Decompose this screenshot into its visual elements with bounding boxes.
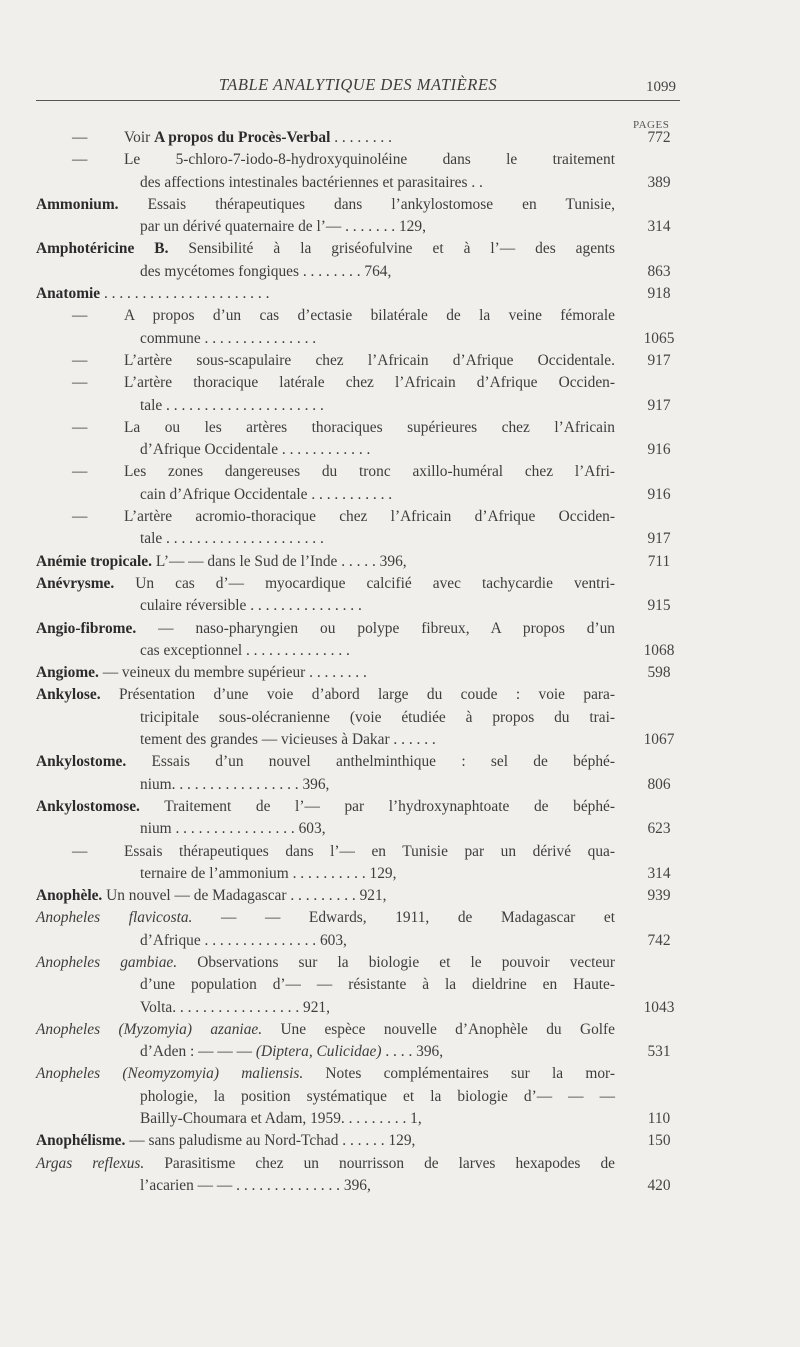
index-line (36, 283, 800, 305)
entry-segment: Présentation d’une voie d’abord large du coude : voie para- (100, 686, 615, 704)
entry-page-ref: 918 (647, 285, 671, 303)
index-line (36, 1108, 800, 1130)
index-line (36, 930, 800, 952)
index-line (36, 1041, 800, 1063)
entry-term: (Diptera, Culicidae) (255, 1043, 382, 1061)
entry-text (140, 1175, 371, 1197)
entry-term: Ankylose. (36, 686, 101, 704)
entry-dash: — (72, 374, 88, 392)
entry-text (36, 907, 615, 929)
entry-segment: A propos d’un cas d’ectasie bilatérale de la veine fémorale (124, 307, 615, 325)
index-line (36, 417, 800, 439)
entry-segment: l’acarien — — . . . . . . . . . . . . . . 396, (140, 1176, 371, 1194)
index-line (36, 439, 800, 461)
entry-text (124, 461, 615, 483)
entry-text (124, 841, 615, 863)
entry-segment: L’— — dans le Sud de l’Inde . . . . . 396, (151, 552, 407, 570)
entry-page-ref: 1043 (643, 998, 675, 1016)
entry-segment: Bailly-Choumara et Adam, 1959. . . . . . . . . 1, (140, 1110, 422, 1128)
entry-segment: par un dérivé quaternaire de l’— . . . . . . . 129, (140, 218, 426, 236)
entry-page-ref: 623 (647, 820, 671, 838)
entry-segment: L’artère sous-scapulaire chez l’Africain d’Afrique Occidentale. (124, 351, 615, 369)
entry-dash: — (72, 842, 88, 860)
index-line (36, 863, 800, 885)
index-line (36, 818, 800, 840)
index-line (36, 662, 800, 684)
entry-term: Anopheles (Myzomyia) azaniae. (36, 1020, 263, 1038)
entry-text (36, 751, 615, 773)
entry-segment: Une espèce nouvelle d’Anophèle du Golfe (262, 1020, 615, 1038)
index-line (36, 885, 800, 907)
entry-term: Anatomie (36, 285, 101, 303)
entry-page-ref: 939 (647, 887, 671, 905)
index-line (36, 974, 800, 996)
entry-segment: Observations sur la biologie et le pouvoir vecteur (177, 953, 616, 971)
entry-page-ref: 917 (647, 351, 671, 369)
entry-segment: d’Afrique Occidentale . . . . . . . . . . . . (140, 441, 371, 459)
entry-segment: d’une population d’— — résistante à la dieldrine en Haute- (140, 976, 615, 994)
entry-segment: L’artère thoracique latérale chez l’Africain d’Afrique Occiden- (124, 374, 615, 392)
entry-text (140, 1086, 615, 1108)
entry-text (140, 974, 615, 996)
entry-segment: d’Afrique . . . . . . . . . . . . . . . 603, (140, 931, 347, 949)
index-line (36, 1086, 800, 1108)
entry-text (140, 729, 436, 751)
index-line (36, 907, 800, 929)
index-line (36, 1175, 800, 1197)
entry-term: Ammonium. (36, 195, 119, 213)
entry-text (36, 551, 407, 573)
entry-text (36, 194, 615, 216)
entry-text (140, 818, 326, 840)
entry-text (36, 573, 615, 595)
index-line (36, 484, 800, 506)
entry-text (140, 595, 362, 617)
entry-text (140, 930, 347, 952)
entry-text (140, 863, 396, 885)
entry-segment: Un cas d’— myocardique calcifié avec tachycardie ventri- (114, 574, 615, 592)
entry-term: Anopheles flavicosta. (36, 909, 193, 927)
entry-page-ref: 772 (647, 129, 671, 146)
entry-term: Anopheles (Neomyzomyia) maliensis. (36, 1065, 304, 1083)
entry-dash: — (72, 151, 88, 169)
index-line (36, 595, 800, 617)
entry-text (36, 885, 387, 907)
index-line (36, 216, 800, 238)
entry-text (140, 774, 329, 796)
entry-segment: Volta. . . . . . . . . . . . . . . . . 921, (140, 998, 330, 1016)
running-header (36, 70, 680, 101)
entry-dash: — (72, 463, 88, 481)
entry-page-ref: 863 (647, 262, 671, 280)
index-line (36, 684, 800, 706)
entry-page-ref: 110 (647, 1110, 671, 1128)
entry-segment: commune . . . . . . . . . . . . . . . (140, 329, 317, 347)
entry-segment: Le 5-chloro-7-iodo-8-hydroxyquinoléine dans le traitement (124, 151, 615, 169)
entry-text (140, 172, 483, 194)
entry-term: Ankylostomose. (36, 797, 140, 815)
index-line (36, 238, 800, 260)
index-line (36, 305, 800, 327)
entry-text (124, 506, 615, 528)
entry-segment: Essais thérapeutiques dans l’ankylostomose en Tunisie, (118, 195, 615, 213)
entry-segment: tricipitale sous-olécranienne (voie étudiée à propos du trai- (140, 708, 615, 726)
entry-dash: — (72, 129, 88, 146)
index-line (36, 618, 800, 640)
entry-segment: cas exceptionnel . . . . . . . . . . . . . . (140, 641, 350, 659)
index-line (36, 1063, 800, 1085)
entry-term: Anophélisme. (36, 1132, 126, 1150)
index-entries (36, 127, 800, 1197)
entry-segment: Notes complémentaires sur la mor- (303, 1065, 615, 1083)
index-line (36, 395, 800, 417)
entry-segment: Sensibilité à la griséofulvine et à l’— des agents (168, 240, 615, 258)
entry-page-ref: 917 (647, 530, 671, 548)
entry-segment: phologie, la position systématique et la biologie d’— — — (140, 1087, 615, 1105)
index-line (36, 261, 800, 283)
entry-segment: des affections intestinales bactériennes et parasitaires . . (140, 173, 483, 191)
entry-text (36, 618, 615, 640)
entry-page-ref: 917 (647, 396, 671, 414)
entry-segment: Parasitisme chez un nourrisson de larves hexapodes de (144, 1154, 616, 1172)
index-line (36, 707, 800, 729)
entry-page-ref: 389 (647, 173, 671, 191)
entry-page-ref: 598 (647, 664, 671, 682)
entry-text (36, 684, 615, 706)
index-line (36, 372, 800, 394)
entry-page-ref: 916 (647, 485, 671, 503)
entry-text (36, 283, 269, 305)
entry-segment: L’artère acromio-thoracique chez l’Africain d’Afrique Occiden- (124, 508, 615, 526)
index-line (36, 774, 800, 796)
entry-segment: — — Edwards, 1911, de Madagascar et (192, 909, 615, 927)
index-line (36, 1019, 800, 1041)
entry-text (36, 238, 615, 260)
entry-text (36, 1019, 615, 1041)
entry-text (140, 640, 350, 662)
entry-segment: . . . . 396, (381, 1043, 444, 1061)
entry-term: Angiome. (36, 664, 99, 682)
entry-text (124, 417, 615, 439)
entry-text (140, 216, 426, 238)
entry-text (140, 528, 324, 550)
entry-dash: — (72, 351, 88, 369)
entry-segment: nium . . . . . . . . . . . . . . . . 603, (140, 820, 326, 838)
entry-dash: — (72, 307, 88, 325)
entry-segment: culaire réversible . . . . . . . . . . . . . . . (140, 597, 362, 615)
entry-text (140, 328, 316, 350)
entry-text (124, 350, 615, 372)
running-title: TABLE ANALYTIQUE DES MATIÈRES (218, 75, 498, 94)
index-line (36, 1130, 800, 1152)
index-line (36, 551, 800, 573)
entry-segment: . . . . . . . . . . . . . . . . . . . . . . (100, 285, 270, 303)
entry-text (140, 484, 392, 506)
entry-segment: tement des grandes — vicieuses à Dakar . . . . . . (140, 731, 436, 749)
entry-page-ref: 1067 (643, 731, 675, 749)
index-line (36, 796, 800, 818)
entry-segment: d’Aden : — — — (140, 1043, 256, 1061)
entry-page-ref: 531 (647, 1043, 671, 1061)
index-line (36, 1153, 800, 1175)
entry-text (124, 127, 392, 149)
entry-page-ref: 1065 (643, 329, 675, 347)
entry-text (36, 796, 615, 818)
entry-segment: — veineux du membre supérieur . . . . . . . . (98, 664, 367, 682)
entry-text (124, 305, 615, 327)
entry-term: Anophèle. (36, 887, 103, 905)
index-line (36, 194, 800, 216)
entry-text (140, 1108, 422, 1130)
entry-segment: — sans paludisme au Nord-Tchad . . . . . . 129, (125, 1132, 416, 1150)
entry-segment: Les zones dangereuses du tronc axillo-huméral chez l’Afri- (124, 463, 615, 481)
entry-term: Argas reflexus. (36, 1154, 145, 1172)
entry-segment: La ou les artères thoraciques supérieures chez l’Africain (124, 418, 615, 436)
pages-column-label: PAGES (633, 119, 670, 131)
entry-text (124, 372, 615, 394)
entry-segment: — naso-pharyngien ou polype fibreux, A propos d’un (136, 619, 615, 637)
entry-segment: Essais thérapeutiques dans l’— en Tunisie par un dérivé qua- (124, 842, 615, 860)
entry-term: Amphotéricine B. (36, 240, 169, 258)
entry-segment: des mycétomes fongiques . . . . . . . . 764, (140, 262, 392, 280)
index-line (36, 149, 800, 171)
index-line (36, 841, 800, 863)
index-line (36, 528, 800, 550)
entry-segment: tale . . . . . . . . . . . . . . . . . . . . . (140, 530, 324, 548)
entry-text (140, 439, 370, 461)
entry-page-ref: 711 (647, 552, 671, 570)
entry-page-ref: 742 (647, 931, 671, 949)
entry-text (36, 1063, 615, 1085)
entry-text (140, 261, 391, 283)
entry-segment: nium. . . . . . . . . . . . . . . . . 396, (140, 775, 330, 793)
entry-page-ref: 916 (647, 441, 671, 459)
page-number: 1099 (646, 79, 676, 95)
entry-page-ref: 420 (647, 1176, 671, 1194)
index-line (36, 640, 800, 662)
index-line (36, 461, 800, 483)
entry-dash: — (72, 508, 88, 526)
entry-text (140, 997, 330, 1019)
entry-term: Anémie tropicale. (36, 552, 152, 570)
index-line (36, 573, 800, 595)
entry-segment: Un nouvel — de Madagascar . . . . . . . . . 921, (102, 887, 387, 905)
entry-text (36, 952, 615, 974)
entry-text (140, 1041, 443, 1063)
entry-term: Ankylostome. (36, 753, 127, 771)
index-line (36, 328, 800, 350)
entry-page-ref: 806 (647, 775, 671, 793)
index-line (36, 997, 800, 1019)
entry-term: Anopheles gambiae. (36, 953, 178, 971)
entry-page-ref: 314 (647, 864, 671, 882)
index-line (36, 729, 800, 751)
entry-text (36, 1153, 615, 1175)
entry-text (36, 1130, 415, 1152)
entry-text (140, 395, 324, 417)
entry-page-ref: 1068 (643, 641, 675, 659)
index-line (36, 751, 800, 773)
entry-segment: cain d’Afrique Occidentale . . . . . . . . . . . (140, 485, 393, 503)
entry-segment: Traitement de l’— par l’hydroxynaphtoate de béphé- (139, 797, 615, 815)
entry-term: Anévrysme. (36, 574, 115, 592)
entry-page-ref: 314 (647, 218, 671, 236)
entry-text (140, 707, 615, 729)
entry-page-ref: 915 (647, 597, 671, 615)
index-line (36, 172, 800, 194)
entry-segment: ternaire de l’ammonium . . . . . . . . . . 129, (140, 864, 397, 882)
entry-term: Angio-fibrome. (36, 619, 137, 637)
index-line (36, 127, 800, 149)
entry-segment: . . . . . . . . (330, 129, 392, 146)
entry-segment: Essais d’un nouvel anthelminthique : sel de béphé- (126, 753, 615, 771)
entry-dash: — (72, 418, 88, 436)
index-line (36, 350, 800, 372)
entry-page-ref: 150 (647, 1132, 671, 1150)
entry-segment: tale . . . . . . . . . . . . . . . . . . . . . (140, 396, 324, 414)
index-line (36, 952, 800, 974)
entry-segment: Voir (124, 129, 155, 146)
entry-term: A propos du Procès-Verbal (154, 129, 331, 146)
entry-text (124, 149, 615, 171)
index-line (36, 506, 800, 528)
entry-text (36, 662, 367, 684)
